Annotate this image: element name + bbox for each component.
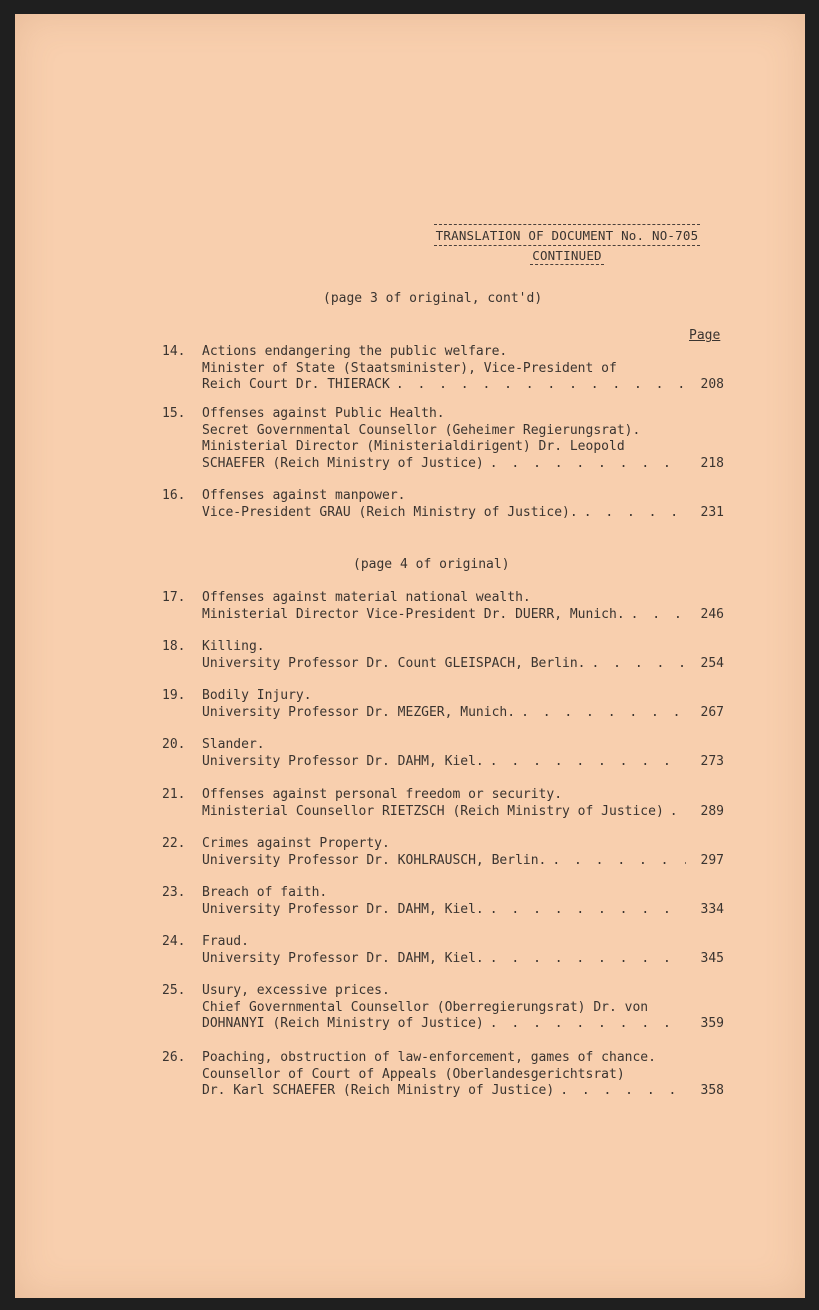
entry-page-number: 345 [700,950,724,966]
dot-leader [484,951,686,968]
entry-author: University Professor Dr. DAHM, Kiel. [202,901,484,917]
entry-line: Counsellor of Court of Appeals (Oberlandesgerichtsrat) [202,1066,625,1082]
entry-number: 14. [162,344,186,359]
entry-author-line [202,1016,724,1033]
header-title: TRANSLATION OF DOCUMENT No. NO-705 [434,224,701,246]
entry-line: Offenses against manpower. [202,488,406,503]
dot-leader [554,1083,686,1100]
entry-number: 18. [162,639,186,654]
toc-entry [162,639,742,672]
header-continued: CONTINUED [532,248,602,263]
entry-line: Crimes against Property. [202,836,390,851]
toc-entry [162,836,742,869]
entry-body [202,1050,742,1100]
page-marker-3: (page 3 of original, cont'd) [323,291,543,306]
entry-page-number: 289 [700,803,724,819]
entry-body [202,590,742,623]
entry-page-number: 254 [700,655,724,671]
entry-line: Offenses against material national wealth. [202,590,531,605]
dot-leader [484,456,686,473]
entry-line: Slander. [202,737,265,752]
entry-author-line [202,754,724,771]
entry-author-line [202,377,724,394]
toc-entry [162,590,742,623]
entry-author: DOHNANYI (Reich Ministry of Justice) [202,1016,484,1031]
entry-author: Dr. Karl SCHAEFER (Reich Ministry of Justice) [202,1083,555,1098]
entry-number: 22. [162,836,186,851]
entry-body [202,983,742,1033]
entry-author-line [202,705,724,722]
dot-leader [625,607,686,624]
entry-author: University Professor Dr. KOHLRAUSCH, Berlin. [202,852,547,868]
entry-page-number: 358 [700,1083,724,1098]
entry-number: 23. [162,885,186,900]
entry-author: Vice-President GRAU (Reich Ministry of Justice). [202,504,578,520]
entry-line: Ministerial Director (Ministerialdirigent) Dr. Leopold [202,439,625,454]
entry-author-line [202,902,724,919]
dot-leader [484,1016,686,1033]
entry-line: Breach of faith. [202,885,328,900]
entry-page-number: 359 [700,1016,724,1031]
page-column-label: Page [689,328,721,343]
dot-leader [578,505,686,522]
entry-page-number: 297 [700,852,724,868]
entry-line: Usury, excessive prices. [202,983,390,998]
entry-number: 20. [162,737,186,752]
toc-entry [162,787,742,820]
entry-number: 26. [162,1050,186,1065]
entry-author: Ministerial Counsellor RIETZSCH (Reich Ministry of Justice) [202,803,664,819]
entry-page-number: 231 [700,504,724,520]
entry-line: Minister of State (Staatsminister), Vice-President of [202,360,617,376]
entry-body [202,885,742,918]
entry-number: 17. [162,590,186,605]
entry-number: 19. [162,688,186,703]
toc-entry [162,488,742,521]
entry-number: 16. [162,488,186,503]
entry-line: Bodily Injury. [202,688,312,703]
entry-body [202,836,742,869]
entry-page-number: 246 [700,606,724,622]
dot-leader [484,902,686,919]
entry-number: 25. [162,983,186,998]
entry-page-number: 273 [700,753,724,769]
toc-entry [162,688,742,721]
dot-leader [484,754,686,771]
entry-author: University Professor Dr. DAHM, Kiel. [202,753,484,769]
entry-line: Actions endangering the public welfare. [202,344,508,359]
entry-page-number: 208 [700,377,724,392]
toc-entry [162,885,742,918]
entry-body [202,787,742,820]
document-header [429,224,705,265]
entry-author-line [202,656,724,673]
entry-author: University Professor Dr. MEZGER, Munich. [202,704,516,720]
dot-leader [515,705,686,722]
toc-entry [162,983,742,1033]
entry-line: Secret Governmental Counsellor (Geheimer Regierungsrat). [202,422,641,438]
dot-leader [390,377,686,394]
toc-entry [162,737,742,770]
entry-line: Offenses against personal freedom or security. [202,787,563,802]
dot-leader [546,853,686,870]
entry-body [202,488,742,521]
entry-author-line [202,1083,724,1100]
entry-author-line [202,951,724,968]
entry-body [202,406,742,472]
entry-author-line [202,456,724,473]
entry-body [202,639,742,672]
entry-line: Fraud. [202,934,249,949]
document-page [15,14,805,1298]
entry-author: Ministerial Director Vice-President Dr. DUERR, Munich. [202,606,625,622]
entry-line: Offenses against Public Health. [202,406,445,421]
entry-author-line [202,505,724,522]
entry-page-number: 334 [700,901,724,917]
entry-line: Poaching, obstruction of law-enforcement, games of chance. [202,1050,656,1065]
entry-number: 15. [162,406,186,421]
entry-line: Chief Governmental Counsellor (Oberregierungsrat) Dr. von [202,999,649,1015]
dot-leader [586,656,686,673]
entry-line: Killing. [202,639,265,654]
entry-author-line [202,804,724,821]
dot-leader [664,804,686,821]
entry-number: 24. [162,934,186,949]
entry-author: University Professor Dr. DAHM, Kiel. [202,950,484,966]
toc-entry [162,406,742,472]
toc-entry [162,344,742,394]
entry-body [202,688,742,721]
entry-author: University Professor Dr. Count GLEISPACH, Berlin. [202,655,586,671]
entry-author-line [202,607,724,624]
entry-body [202,934,742,967]
toc-entry [162,934,742,967]
toc-entry [162,1050,742,1100]
entry-body [202,737,742,770]
entry-page-number: 218 [700,455,724,471]
entry-author-line [202,853,724,870]
entry-body [202,344,742,394]
entry-number: 21. [162,787,186,802]
page-marker-4: (page 4 of original) [353,557,510,572]
entry-author: SCHAEFER (Reich Ministry of Justice) [202,455,484,471]
entry-page-number: 267 [700,704,724,720]
entry-author: Reich Court Dr. THIERACK [202,377,390,392]
